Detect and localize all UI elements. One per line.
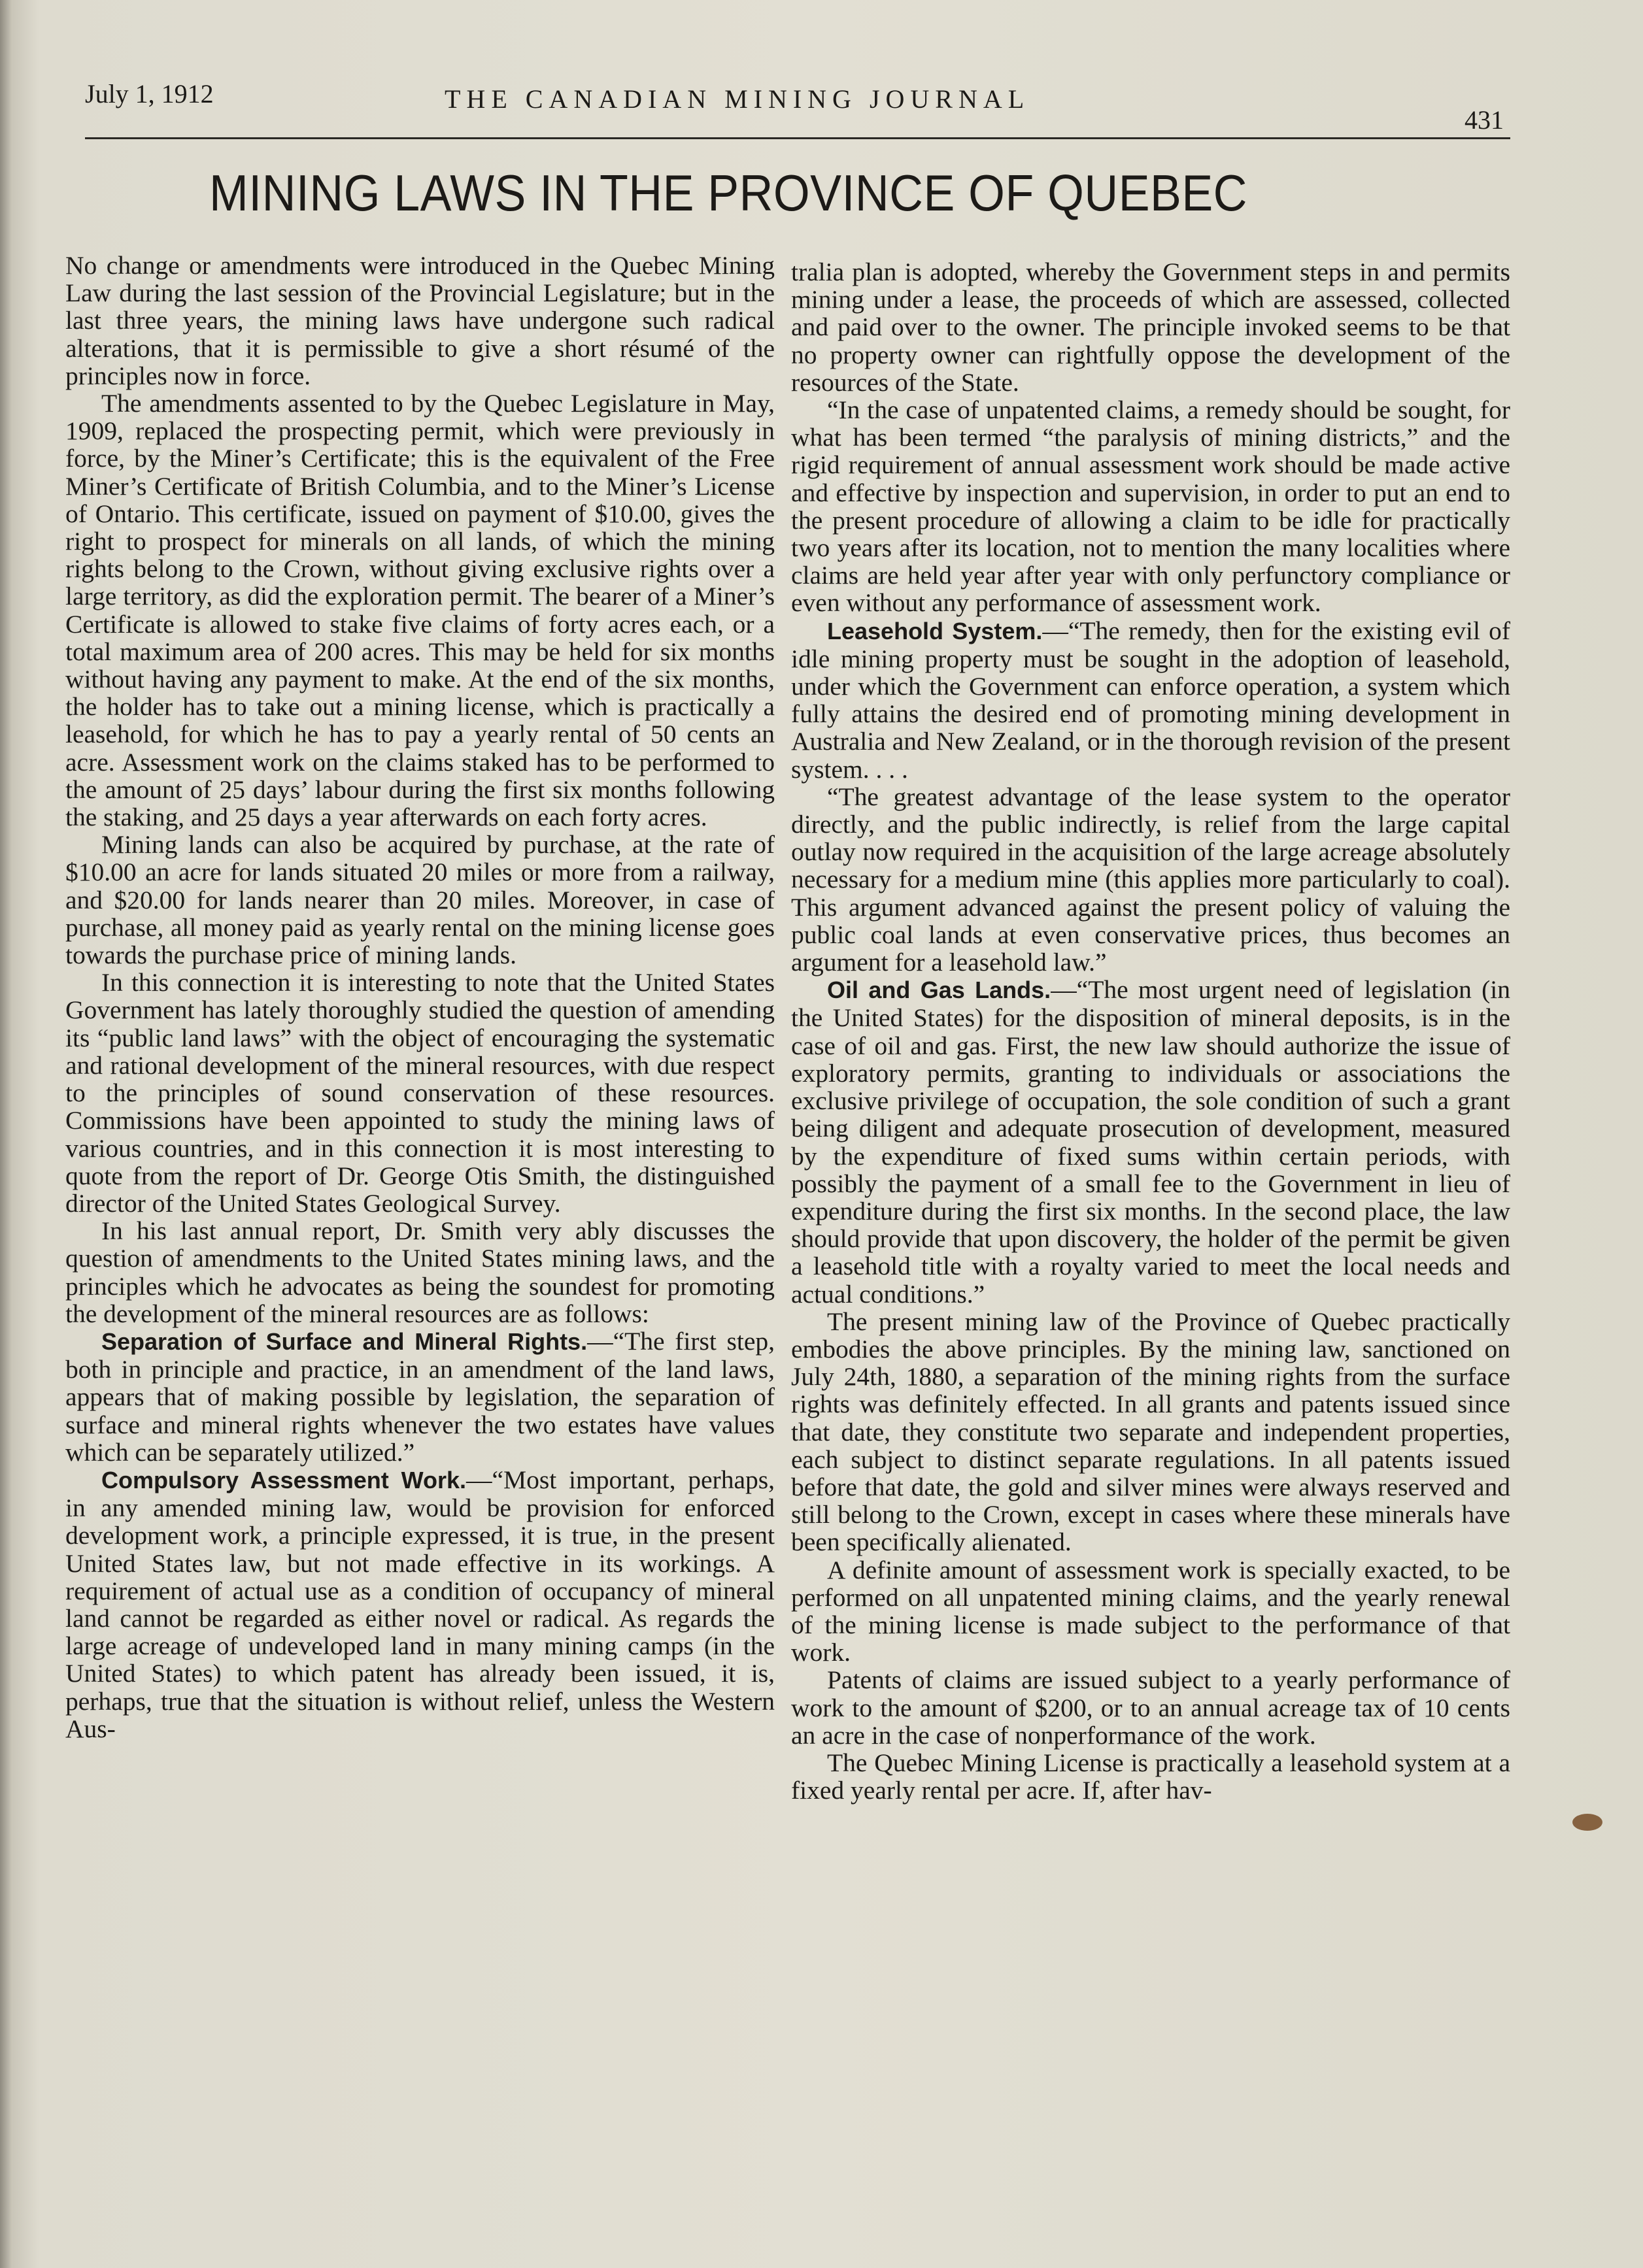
paragraph: The amendments assented to by the Quebec Legislature in May, 1909, replaced the prospecting permit, which were previously in force, by the Miner’s Certificate; this is the equivalent of the Free Miner’s Certificate of British Columbia, and to the Miner’s License of Ontario. This certificate, issued on payment of $10.00, gives the right to prospect for minerals on all lands, of which the mining rights belong to the Crown, without giving exclusive rights over a large territory, as did the exploration permit. The bearer of a Miner’s Certificate is allowed to stake five claims of forty acres each, or a total maximum area of 200 acres. This may be held for six months without having any payment to make. At the end of the six months, the holder has to take out a mining license, which is practically a leasehold, for which he has to pay a yearly rental of 50 cents an acre. Assessment work on the claims staked has to be performed to the amount of 25 days’ labour during the first six months following the staking, and 25 days a year afterwards on each forty acres. [65, 389, 775, 832]
section-paragraph [65, 1327, 775, 1466]
paragraph: The Quebec Mining License is practically a leasehold system at a fixed yearly rental per acre. If, after hav- [791, 1748, 1510, 1805]
section-heading: Leasehold System. [827, 617, 1043, 644]
left-column [65, 252, 775, 1743]
issue-date: July 1, 1912 [85, 79, 214, 108]
paragraph: “In the case of unpatented claims, a remedy should be sought, for what has been termed “the paralysis of mining districts,” and the rigid requirement of annual assessment work should be made active and effective by inspection and supervision, in order to put an end to the present procedure of allowing a claim to be idle for practically two years after its location, not to mention the many localities where claims are held year after year with only perfunctory compliance or even without any performance of assessment work. [791, 395, 1510, 618]
section-heading: Separation of Surface and Mineral Rights. [101, 1327, 588, 1355]
paragraph: In this connection it is interesting to note that the United States Government has lately thoroughly studied the question of amending its “public land laws” with the object of encouraging the systematic and rational development of the mineral resources, with due respect to the principles of sound conservation of these resources. Commissions have been appointed to study the mining laws of various countries, and in this connection it is most interesting to quote from the report of Dr. George Otis Smith, the distinguished director of the United States Geological Survey. [65, 968, 775, 1218]
header-rule [85, 137, 1510, 139]
article-title: MINING LAWS IN THE PROVINCE OF QUEBEC [209, 164, 1247, 222]
section-paragraph [65, 1466, 775, 1743]
page-number: 431 [1465, 105, 1504, 135]
section-text: —“The first step, both in principle and practice, in an amendment of the land laws, appears that of making possible by legislation, the separation of surface and mineral rights whenever the two estates have values which can be separately utilized.” [65, 1326, 775, 1467]
section-heading: Oil and Gas Lands. [827, 976, 1051, 1004]
paragraph: In his last annual report, Dr. Smith very ably discusses the question of amendments to the United States mining laws, and the principles which he advocates as being the soundest for promoting the development of the mineral resources are as follows: [65, 1216, 775, 1328]
paragraph: A definite amount of assessment work is specially exacted, to be performed on all unpatented mining claims, and the yearly renewal of the mining license is made subject to the performance of that work. [791, 1555, 1510, 1667]
section-paragraph [791, 617, 1510, 783]
section-paragraph [791, 976, 1510, 1307]
paragraph: tralia plan is adopted, whereby the Government steps in and permits mining under a lease, the proceeds of which are assessed, collected and paid over to the owner. The principle invoked seems to be that no property owner can rightfully oppose the development of the resources of the State. [791, 258, 1510, 397]
paragraph: No change or amendments were introduced in the Quebec Mining Law during the last session of the Provincial Legislature; but in the last three years, the mining laws have undergone such radical alterations, that it is permissible to give a short résumé of the principles now in force. [65, 251, 775, 390]
running-header [85, 78, 1510, 144]
paragraph: Patents of claims are issued subject to a yearly performance of work to the amount of $200, or to an annual acreage tax of 10 cents an acre in the case of nonperformance of the work. [791, 1665, 1510, 1750]
section-heading: Compulsory Assessment Work. [101, 1466, 466, 1493]
section-text: —“The most urgent need of legislation (in the United States) for the disposition of mineral deposits, is in the case of oil and gas. First, the new law should authorize the issue of exploratory permits, granting to individuals or associations the exclusive privilege of occupation, the sole condition of such a grant being diligent and adequate prosecution of development, measured by the expenditure of fixed sums within certain periods, with possibly the payment of a small fee to the Government in lieu of expenditure during the first six months. In the second place, the law should provide that upon discovery, the holder of the permit be given a leasehold title with a royalty varied to meet the local needs and actual conditions.” [791, 975, 1510, 1309]
paragraph: Mining lands can also be acquired by purchase, at the rate of $10.00 an acre for lands situated 20 miles or more from a railway, and $20.00 for lands nearer than 20 miles. Moreover, in case of purchase, all money paid as yearly rental on the mining license goes towards the purchase price of mining lands. [65, 830, 775, 970]
paragraph: The present mining law of the Province of Quebec practically embodies the above principles. By the mining law, sanctioned on July 24th, 1880, a separation of the mining rights from the surface rights was definitely effected. In all grants and patents issued since that date, they constitute two separate and independent properties, each subject to distinct separate regulations. In all patents issued before that date, the gold and silver mines were always reserved and still belong to the Crown, except in cases where these minerals have been specifically alienated. [791, 1307, 1510, 1557]
right-column [791, 258, 1510, 1804]
ink-stain [1572, 1814, 1602, 1831]
paragraph: “The greatest advantage of the lease system to the operator directly, and the public indirectly, is relief from the large capital outlay now required in the acquisition of the large acreage absolutely necessary for a medium mine (this applies more particularly to coal). This argument advanced against the present policy of valuing the public coal lands at even conservative prices, thus becomes an argument for a leasehold law.” [791, 782, 1510, 977]
journal-name: THE CANADIAN MINING JOURNAL [445, 84, 1030, 114]
section-text: —“Most important, perhaps, in any amended mining law, would be provision for enforced development work, a principle expressed, it is true, in the present United States law, but not made effective in its workings. A requirement of actual use as a condition of occupancy of mineral land cannot be regarded as either novel or radical. As regards the large acreage of undeveloped land in many mining camps (in the United States) to which patent has already been issued, it is, perhaps, true that the situation is without relief, unless the Western Aus- [65, 1465, 775, 1743]
section-text: —“The remedy, then for the existing evil of idle mining property must be sought in the adoption of leasehold, under which the Government can enforce operation, a system which fully attains the desired end of promoting mining development in Australia and New Zealand, or in the thorough revision of the present system. . . . [791, 616, 1510, 784]
